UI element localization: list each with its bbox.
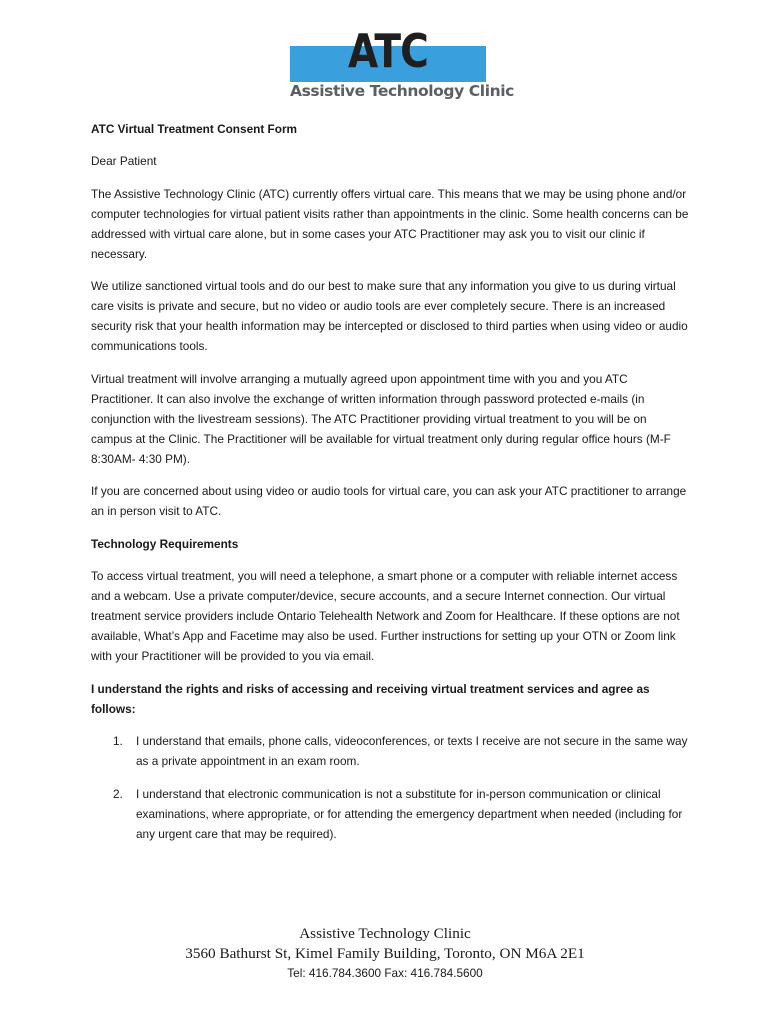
form-title: ATC Virtual Treatment Consent Form [91, 122, 298, 136]
footer-contact: Tel: 416.784.3600 Fax: 416.784.5600 [287, 966, 483, 980]
technology-requirements-heading: Technology Requirements [91, 536, 239, 551]
form-body [91, 119, 691, 856]
paragraph-in-person: If you are concerned about using video or audio tools for virtual care, you can ask your ATC practitioner to arrange an in person visit to ATC. [91, 484, 687, 518]
paragraph-virtual-care: The Assistive Technology Clinic (ATC) currently offers virtual care. This means that we may be using phone and/or computer technologies for virtual patient visits rather than appointments in the clinic. Some health concerns can be addressed with virtual care alone, but in some cases your ATC Practitioner may ask you to visit our clinic if necessary. [91, 186, 689, 261]
page-footer [0, 924, 770, 981]
footer-org-name: Assistive Technology Clinic [299, 925, 471, 942]
list-item-number: 2. [113, 786, 123, 801]
list-item-text: I understand that electronic communication is not a substitute for in-person communication or clinical examinations, where appropriate, or for attending the emergency department when needed (including for any urgent care that may be required). [136, 786, 683, 841]
paragraph-security: We utilize sanctioned virtual tools and do our best to make sure that any information you give to us during virtual care visits is private and secure, but no video or audio tools are ever completely secure. There is an increased security risk that your health information may be intercepted or disclosed to third parties when using video or audio communications tools. [91, 279, 688, 353]
list-item [91, 784, 691, 844]
technology-requirements-paragraph: To access virtual treatment, you will need a telephone, a smart phone or a computer with reliable internet access and a webcam. Use a private computer/device, secure accounts, and a secure Internet connection. Our virtual treatment service providers include Ontario Telehealth Network and Zoom for Healthcare. If these options are not available, What’s App and Facetime may also be used. Further instructions for setting up your OTN or Zoom link with your Practitioner will be provided to you via email. [91, 569, 680, 663]
atc-logo [290, 24, 514, 100]
list-item [91, 731, 691, 771]
list-item-number: 1. [113, 734, 123, 748]
agreement-statement: I understand the rights and risks of accessing and receiving virtual treatment services and agree as follows: [91, 681, 650, 716]
logo-letters: ATC [347, 24, 429, 78]
list-item-text: I understand that emails, phone calls, videoconferences, or texts I receive are not secure in the same way as a private appointment in an exam room. [136, 734, 688, 768]
logo-clinic-name: Assistive Technology Clinic [290, 82, 514, 100]
footer-address: 3560 Bathurst St, Kimel Family Building, Toronto, ON M6A 2E1 [185, 945, 585, 962]
salutation: Dear Patient [91, 154, 157, 168]
consent-list [91, 731, 691, 844]
paragraph-arrangements: Virtual treatment will involve arranging a mutually agreed upon appointment time with you and you ATC Practitioner. It can also involve the exchange of written information through password protected e-mails (in conjunction with the livestream sessions). The ATC Practitioner providing virtual treatment to you will be on campus at the Clinic. The Practitioner will be available for virtual treatment only during regular office hours (M-F 8:30AM- 4:30 PM). [91, 371, 671, 466]
